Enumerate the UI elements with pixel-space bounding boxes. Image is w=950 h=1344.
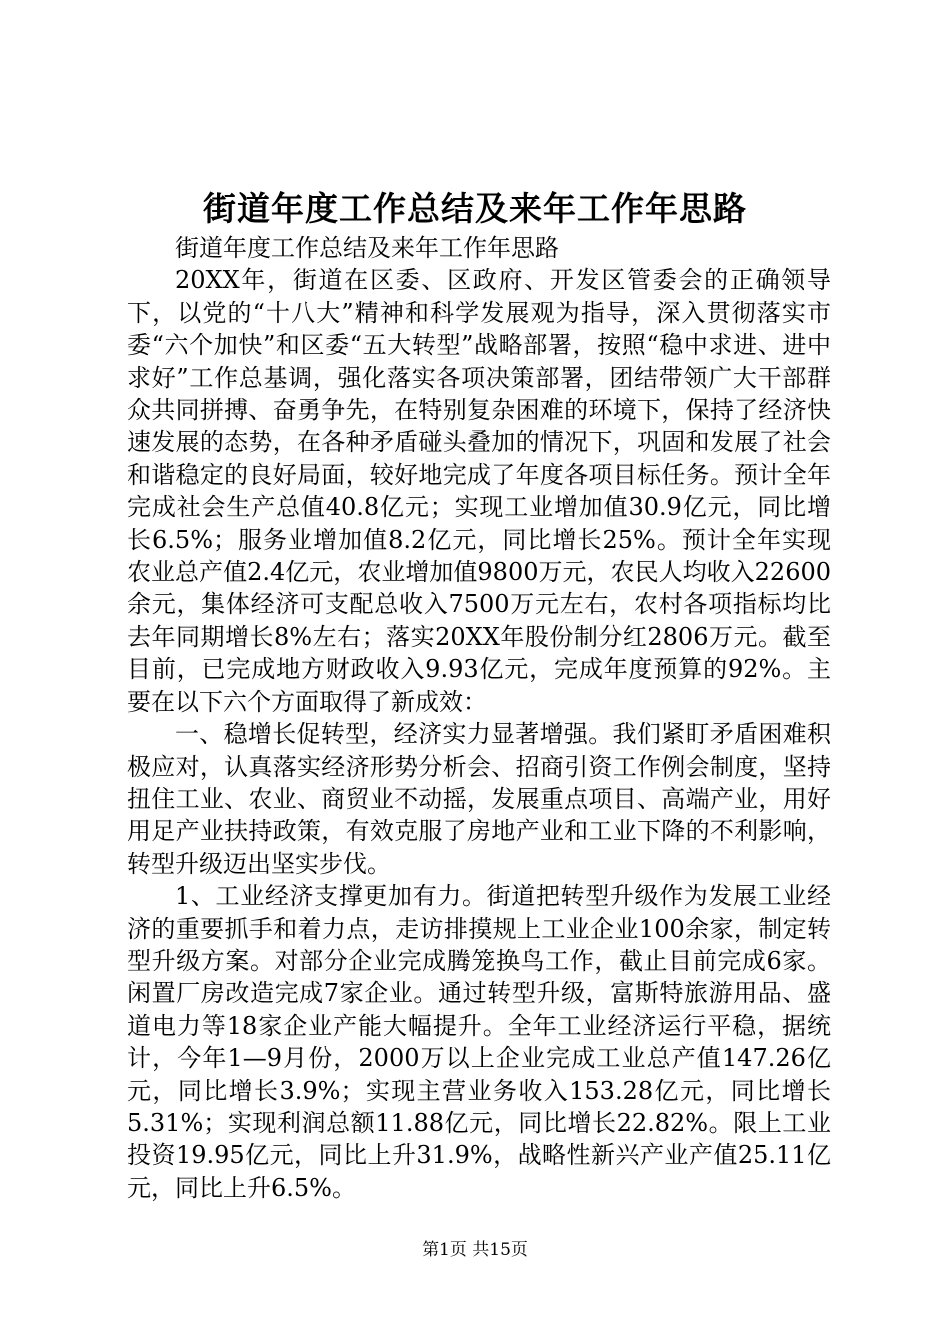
page-number-footer: 第1页 共15页	[422, 1240, 528, 1260]
body-paragraph: 1、工业经济支撑更加有力。街道把转型升级作为发展工业经济的重要抓手和着力点，走访排摸规上工业企业100余家，制定转型升级方案。对部分企业完成腾笼换鸟工作，截止目前完成6家。闲置厂房改造完成7家企业。通过转型升级，富斯特旅游用品、盛道电力等18家企业产能大幅提升。全年工业经济运行平稳，据统计，今年1—9月份，2000万以上企业完成工业总产值147.26亿元，同比增长3.9%；实现主营业务收入153.28亿元，同比增长5.31%；实现利润总额11.88亿元，同比增长22.82%。限上工业投资19.95亿元，同比上升31.9%，战略性新兴产业产值25.11亿元，同比上升6.5%。	[127, 882, 831, 1202]
document-title: 街道年度工作总结及来年工作年思路	[203, 189, 747, 228]
body-paragraph: 一、稳增长促转型，经济实力显著增强。我们紧盯矛盾困难积极应对，认真落实经济形势分析会、招商引资工作例会制度，坚持扭住工业、农业、商贸业不动摇，发展重点项目、高端产业，用好用足产业扶持政策，有效克服了房地产业和工业下降的不利影响，转型升级迈出坚实步伐。	[127, 720, 831, 878]
document-body	[127, 232, 831, 1204]
body-paragraph: 20XX年，街道在区委、区政府、开发区管委会的正确领导下，以党的“十八大”精神和科学发展观为指导，深入贯彻落实市委“六个加快”和区委“五大转型”战略部署，按照“稳中求进、进中求好”工作总基调，强化落实各项决策部署，团结带领广大干部群众共同拼搏、奋勇争先，在特别复杂困难的环境下，保持了经济快速发展的态势，在各种矛盾碰头叠加的情况下，巩固和发展了社会和谐稳定的良好局面，较好地完成了年度各项目标任务。预计全年完成社会生产总值40.8亿元；实现工业增加值30.9亿元，同比增长6.5%；服务业增加值8.2亿元，同比增长25%。预计全年实现农业总产值2.4亿元，农业增加值9800万元，农民人均收入22600余元，集体经济可支配总收入7500万元左右，农村各项指标均比去年同期增长8%左右；落实20XX年股份制分红2806万元。截至目前，已完成地方财政收入9.93亿元，完成年度预算的92%。主要在以下六个方面取得了新成效：	[127, 266, 831, 716]
body-paragraph: 街道年度工作总结及来年工作年思路	[175, 234, 559, 262]
